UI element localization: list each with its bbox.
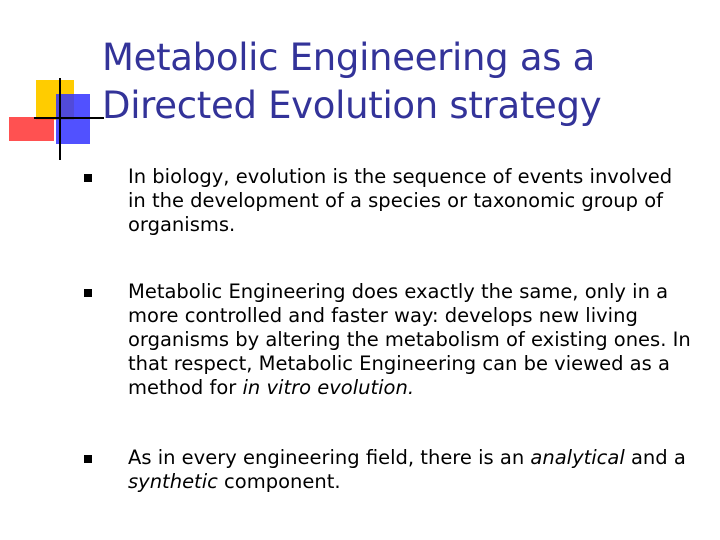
title-line-1: Metabolic Engineering as a: [102, 36, 596, 79]
bullet-3-text-c: component.: [217, 470, 341, 493]
bullet-3-text-b: and a: [624, 446, 686, 469]
bullet-text-1: [128, 165, 694, 237]
bullet-text-3: [128, 446, 694, 494]
bullet-3-text-a: As in every engineering field, there is an: [128, 446, 531, 469]
bullet-3-italic-analytical: analytical: [530, 446, 625, 469]
bullet-2-text: Metabolic Engineering does exactly the same, only in a more controlled and faster way: develops new living organisms by altering the metabolism of existing ones. In that respect, Metabolic Engineering can be viewed as a method for: [128, 280, 691, 399]
bullet-square-icon: [84, 289, 92, 297]
bullet-3-italic-synthetic: synthetic: [128, 470, 218, 493]
bullet-square-icon: [84, 174, 92, 182]
bullet-2-italic-text: in vitro evolution.: [242, 376, 415, 399]
bullet-1-text: In biology, evolution is the sequence of events involved in the development of a species or taxonomic group of organisms.: [128, 165, 673, 236]
bullet-text-2: [128, 280, 694, 400]
bullet-square-icon: [84, 455, 92, 463]
title-line-2: Directed Evolution strategy: [102, 84, 602, 127]
